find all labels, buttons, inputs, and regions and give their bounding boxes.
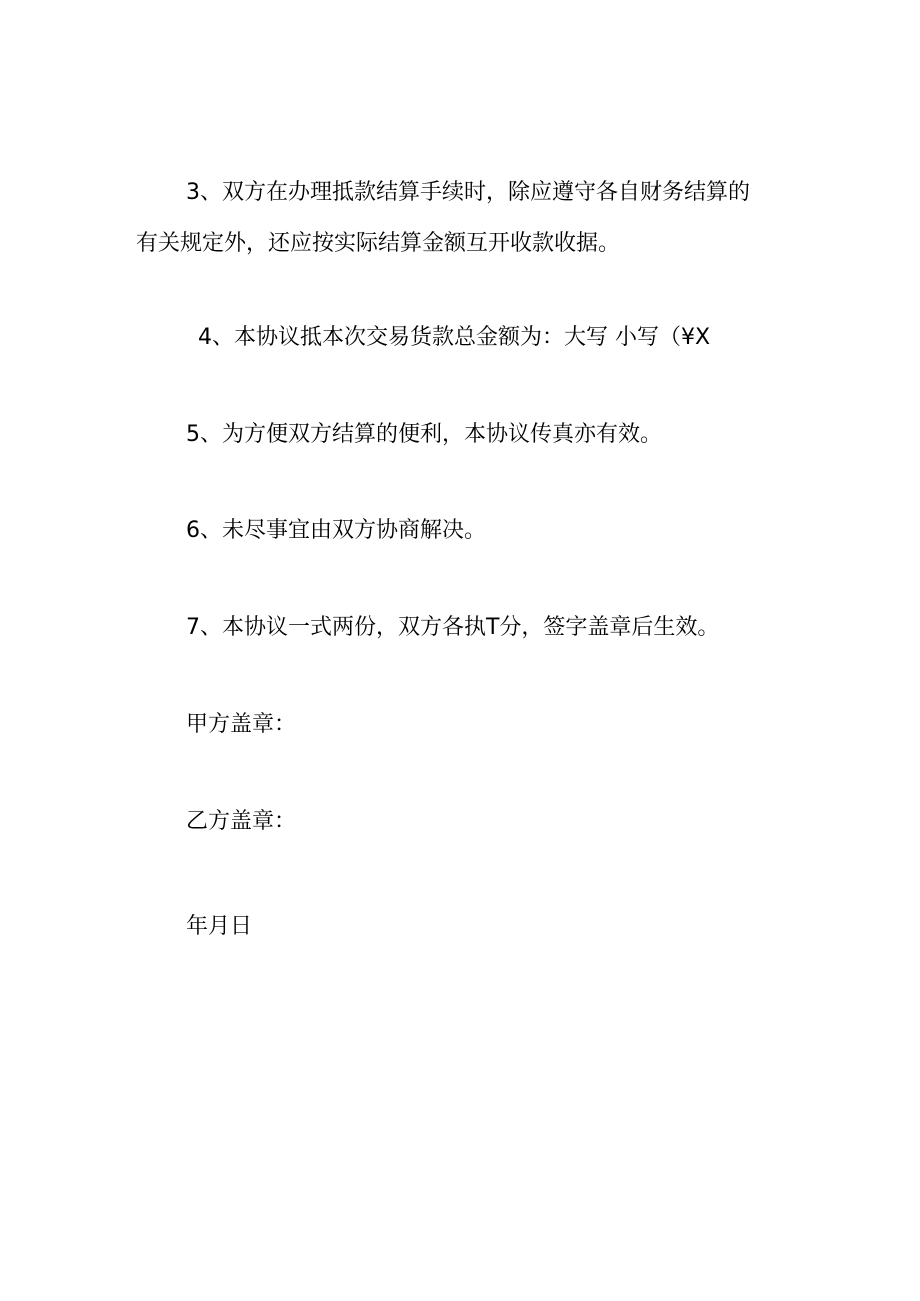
clause-5: 5、为方便双方结算的便利，本协议传真亦有效。 (186, 422, 662, 447)
clause-3-line-2: 有关规定外，还应按实际结算金额互开收款收据。 (136, 231, 621, 256)
party-b-seal-label: 乙方盖章： (186, 809, 297, 834)
clause-4: 4、本协议抵本次交易货款总金额为：大写 小写（¥X (198, 325, 711, 350)
date-label: 年月日 (186, 914, 253, 939)
clause-3-line-1: 3、双方在办理抵款结算手续时，除应遵守各自财务结算的 (186, 180, 750, 205)
clause-6: 6、未尽事宜由双方协商解决。 (186, 518, 486, 543)
party-a-seal-label: 甲方盖章： (186, 712, 297, 737)
clause-7: 7、本协议一式两份，双方各执T分，签字盖章后生效。 (186, 615, 720, 640)
